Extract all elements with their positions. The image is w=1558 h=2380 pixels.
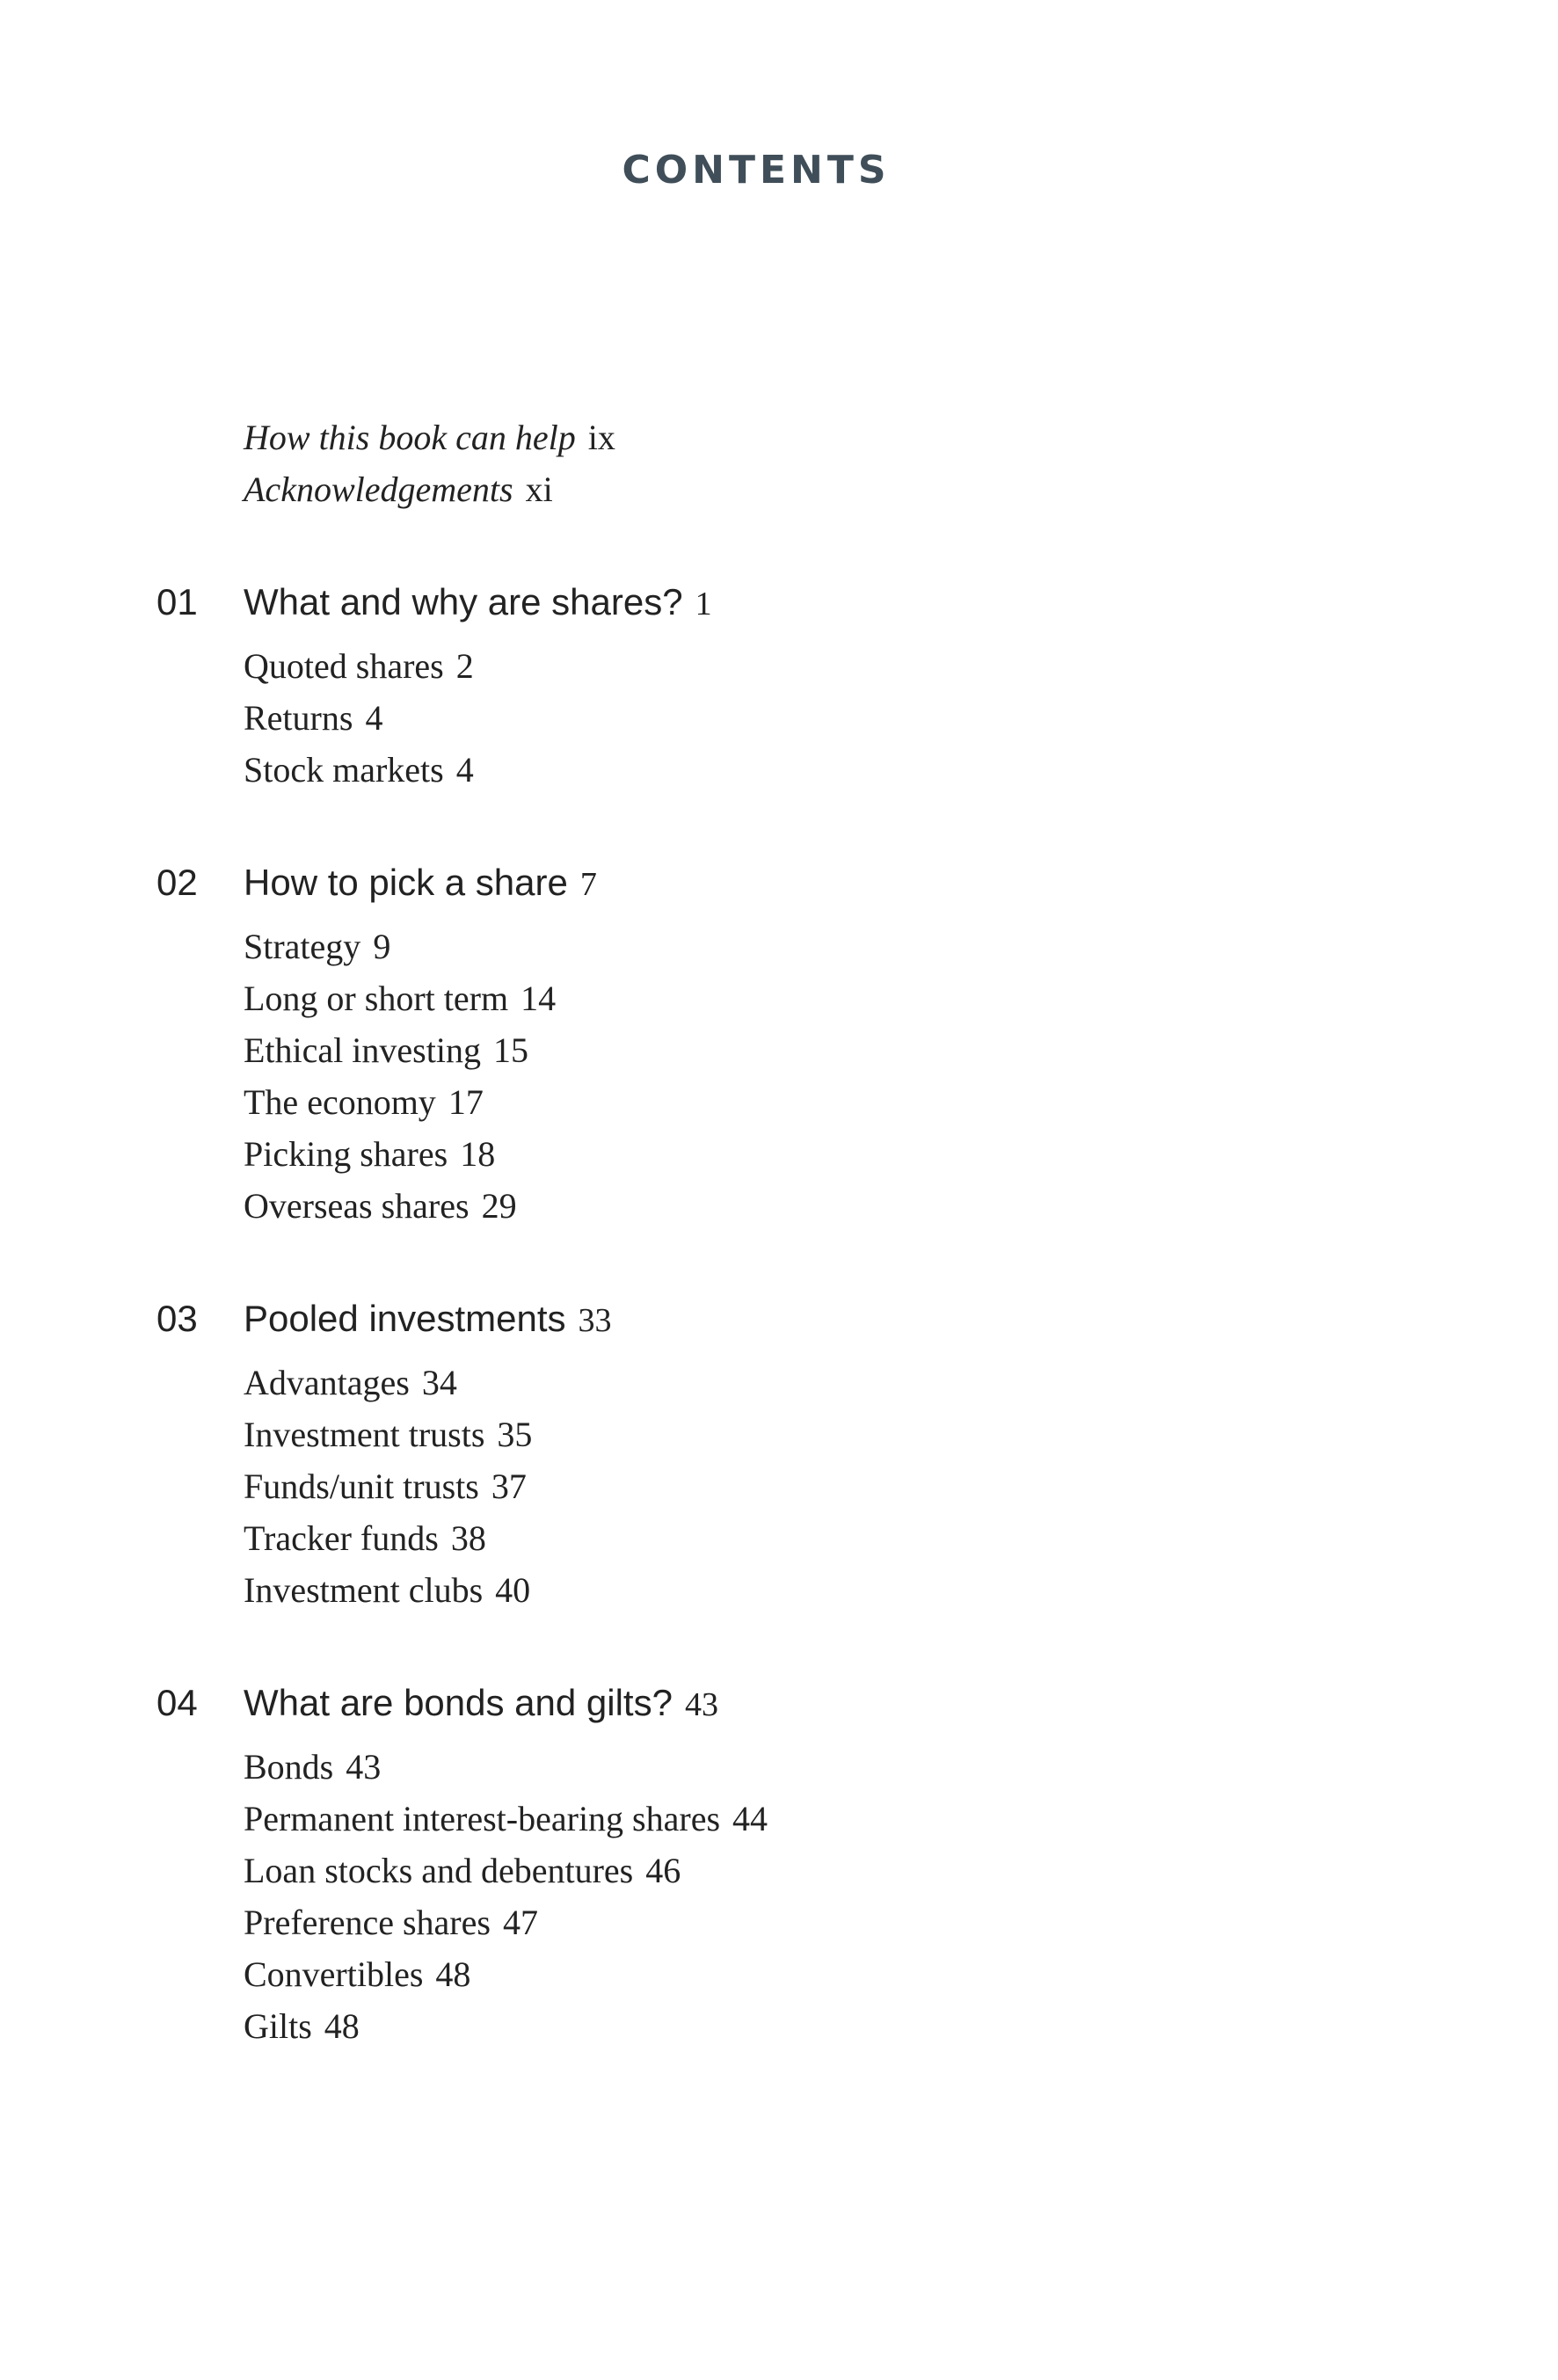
entry-page: 44 xyxy=(732,1799,768,1838)
entry-title: Picking shares xyxy=(244,1134,448,1174)
chapter-number: 02 xyxy=(157,862,198,903)
entry-title: Returns xyxy=(244,698,353,738)
toc-entry[interactable] xyxy=(0,1564,1558,1616)
entry-page: 17 xyxy=(448,1082,484,1122)
toc-entry[interactable] xyxy=(0,411,1558,463)
chapter-page: 1 xyxy=(695,586,712,622)
entry-page: 15 xyxy=(492,1030,528,1070)
entry-title: Ethical investing xyxy=(244,1030,481,1070)
entry-title: Investment clubs xyxy=(244,1570,484,1610)
entry-title: Bonds xyxy=(244,1747,334,1787)
entry-page: 38 xyxy=(450,1518,486,1558)
chapter-page: 7 xyxy=(579,866,597,903)
chapter-title: Pooled investments xyxy=(244,1298,566,1339)
toc-entry[interactable] xyxy=(0,1793,1558,1845)
toc-entry[interactable] xyxy=(0,1948,1558,2000)
entry-page: 43 xyxy=(346,1747,382,1787)
entry-page: 18 xyxy=(460,1134,496,1174)
entry-title: How this book can help xyxy=(244,418,576,457)
chapter-title: What are bonds and gilts? xyxy=(244,1682,673,1723)
chapter-title: How to pick a share xyxy=(244,862,568,903)
entry-title: Long or short term xyxy=(244,979,509,1018)
entry-title: Stock markets xyxy=(244,750,444,790)
entry-page: 4 xyxy=(365,698,383,738)
entry-title: Funds/unit trusts xyxy=(244,1467,479,1506)
chapter-03 xyxy=(0,1292,1558,1616)
entry-title: Preference shares xyxy=(244,1903,491,1942)
chapter-number: 03 xyxy=(157,1298,198,1339)
toc-entry[interactable] xyxy=(0,1845,1558,1896)
toc-entry[interactable] xyxy=(0,1896,1558,1948)
chapter-02 xyxy=(0,856,1558,1232)
entry-page: 47 xyxy=(502,1903,538,1942)
front-matter xyxy=(0,411,1558,515)
entry-page: 4 xyxy=(455,750,474,790)
toc-entry[interactable] xyxy=(0,1741,1558,1793)
page-title: CONTENTS xyxy=(622,148,891,193)
toc-entry[interactable] xyxy=(0,1180,1558,1232)
toc-entry[interactable] xyxy=(0,1128,1558,1180)
entry-title: Gilts xyxy=(244,2006,312,2046)
entry-page: 2 xyxy=(455,646,474,686)
entry-page: xi xyxy=(525,469,553,509)
toc-entry[interactable] xyxy=(0,692,1558,744)
chapter-number: 04 xyxy=(157,1682,198,1723)
chapter-page: 33 xyxy=(578,1302,612,1339)
entry-page: 9 xyxy=(373,927,391,966)
toc-entry[interactable] xyxy=(0,640,1558,692)
chapter-heading[interactable] xyxy=(0,1677,1558,1729)
toc-entry[interactable] xyxy=(0,1460,1558,1512)
chapter-01 xyxy=(0,576,1558,796)
chapter-title: What and why are shares? xyxy=(244,581,683,622)
toc-entry[interactable] xyxy=(0,1024,1558,1076)
entry-page: 29 xyxy=(481,1186,517,1226)
toc-entry[interactable] xyxy=(0,744,1558,796)
toc-entry[interactable] xyxy=(0,463,1558,515)
entry-page: ix xyxy=(587,418,615,457)
entry-page: 14 xyxy=(521,979,557,1018)
entry-title: Convertibles xyxy=(244,1954,424,1994)
entry-title: Advantages xyxy=(244,1363,410,1402)
entry-title: The economy xyxy=(244,1082,436,1122)
entry-title: Acknowledgements xyxy=(244,469,513,509)
entry-page: 46 xyxy=(645,1851,681,1890)
chapter-heading[interactable] xyxy=(0,1292,1558,1344)
entry-page: 40 xyxy=(495,1570,531,1610)
chapter-page: 43 xyxy=(684,1686,718,1723)
table-of-contents xyxy=(0,411,1558,2052)
chapter-04 xyxy=(0,1677,1558,2052)
toc-entry[interactable] xyxy=(0,1357,1558,1408)
entry-page: 48 xyxy=(324,2006,360,2046)
toc-entry[interactable] xyxy=(0,1512,1558,1564)
toc-entry[interactable] xyxy=(0,972,1558,1024)
toc-entry[interactable] xyxy=(0,1408,1558,1460)
entry-page: 34 xyxy=(421,1363,457,1402)
chapter-heading[interactable] xyxy=(0,856,1558,908)
entry-title: Strategy xyxy=(244,927,361,966)
entry-title: Overseas shares xyxy=(244,1186,470,1226)
entry-title: Investment trusts xyxy=(244,1415,485,1454)
entry-page: 48 xyxy=(435,1954,471,1994)
entry-title: Quoted shares xyxy=(244,646,444,686)
entry-title: Tracker funds xyxy=(244,1518,439,1558)
toc-entry[interactable] xyxy=(0,2000,1558,2052)
entry-page: 37 xyxy=(491,1467,527,1506)
entry-title: Permanent interest-bearing shares xyxy=(244,1799,721,1838)
chapter-heading[interactable] xyxy=(0,576,1558,628)
chapter-number: 01 xyxy=(157,581,198,622)
toc-entry[interactable] xyxy=(0,1076,1558,1128)
entry-page: 35 xyxy=(497,1415,533,1454)
entry-title: Loan stocks and debentures xyxy=(244,1851,634,1890)
toc-entry[interactable] xyxy=(0,921,1558,972)
